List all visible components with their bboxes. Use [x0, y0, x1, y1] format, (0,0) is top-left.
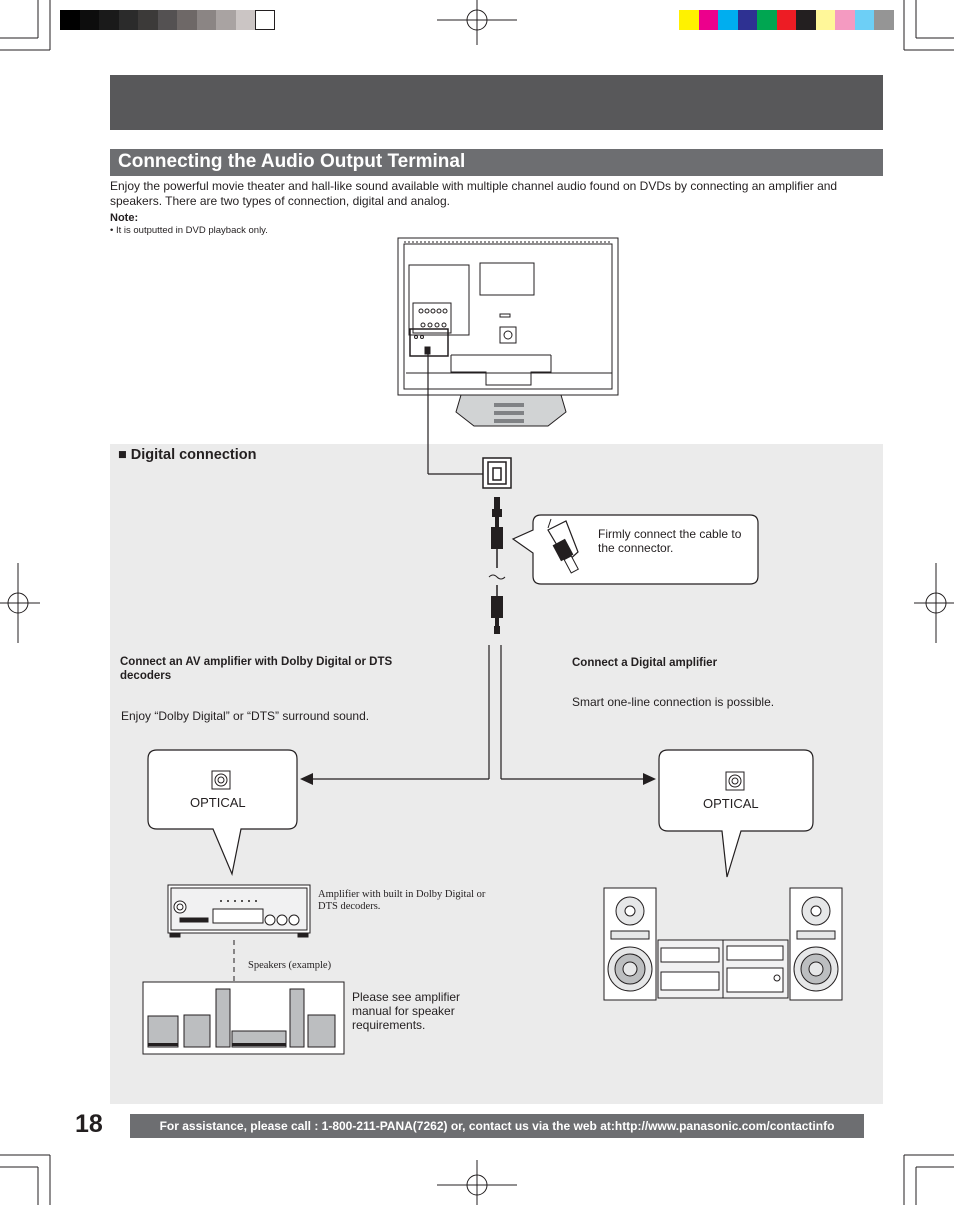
digital-amplifier-illustration	[601, 886, 845, 1002]
dashed-link	[232, 940, 236, 984]
amplifier-caption: Amplifier with built in Dolby Digital or DTS decoders.	[318, 889, 486, 912]
left-optical-bubble	[148, 750, 297, 874]
section-title: Connecting the Audio Output Terminal	[118, 151, 466, 172]
left-connection-title: Connect an AV amplifier with Dolby Digital or DTS decoders	[120, 656, 393, 682]
right-connection-title: Connect a Digital amplifier	[572, 657, 718, 669]
page-number: 18	[75, 1110, 103, 1138]
left-optical-label: OPTICAL	[190, 795, 246, 810]
digital-connection-heading: ■ Digital connection	[118, 447, 257, 463]
speaker-note: Please see amplifier manual for speaker requirements.	[352, 990, 461, 1032]
intro-text: Enjoy the powerful movie theater and hall-like sound available with multiple channel audio found on DVDs by connecting an amplifier and speakers. There are two types of connection, digital and analog.	[110, 179, 838, 208]
speaker-set-illustration	[142, 981, 346, 1056]
left-connection-desc: Enjoy “Dolby Digital” or “DTS” surround sound.	[121, 709, 370, 723]
av-amplifier-illustration	[166, 883, 314, 939]
right-optical-bubble	[659, 750, 813, 877]
note-heading: Note:	[110, 212, 139, 224]
footer-assistance-text[interactable]: For assistance, please call : 1-800-211-PANA(7262) or, contact us via the web at:http://www.panasonic.com/contactinfo	[159, 1119, 835, 1133]
footer-bar	[130, 1114, 864, 1138]
right-connection-desc: Smart one-line connection is possible.	[572, 695, 775, 709]
speakers-caption: Speakers (example)	[248, 960, 332, 971]
callout-text: Firmly connect the cable to the connector.	[598, 527, 742, 555]
note-text: • It is outputted in DVD playback only.	[110, 225, 268, 236]
right-optical-label: OPTICAL	[703, 796, 759, 811]
